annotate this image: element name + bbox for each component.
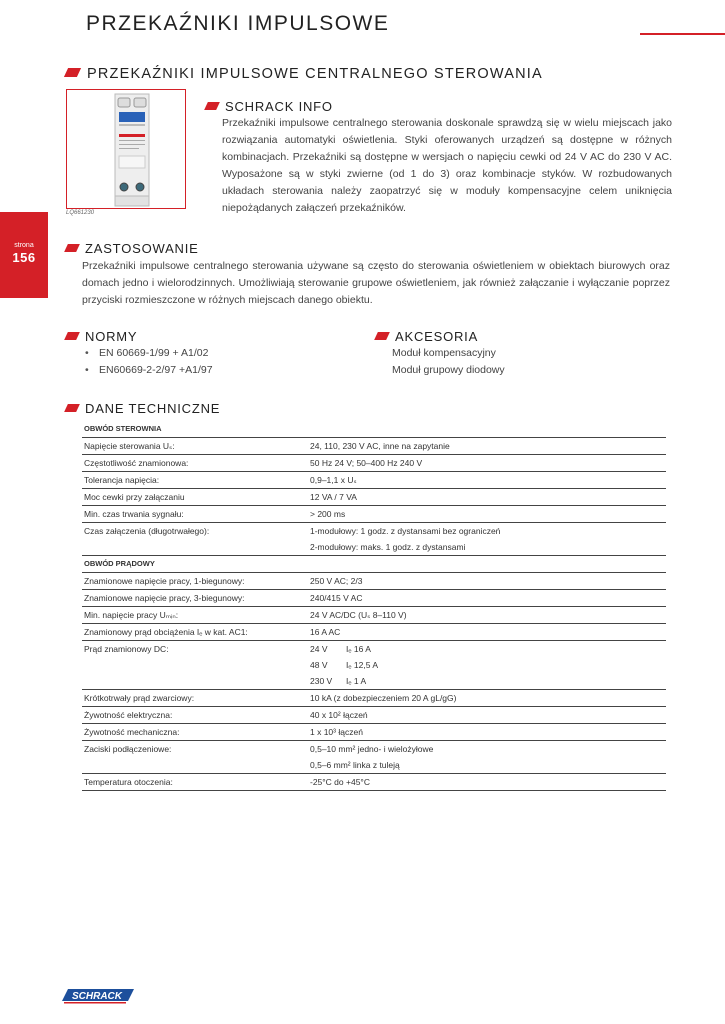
normy-heading-text: NORMY: [85, 329, 138, 344]
dc-current: Iₑ 16 A: [346, 644, 371, 654]
row-label: Żywotność mechaniczna:: [82, 724, 308, 741]
table-section-header: [82, 556, 666, 573]
dc-voltage: 230 V: [310, 676, 333, 686]
logo-text: SCHRACK: [72, 991, 122, 1002]
dc-value: [308, 641, 666, 658]
dane-techniczne-heading: [66, 401, 220, 416]
obwod-pradowy-header: OBWÓD PRĄDOWY: [82, 556, 666, 573]
table-row: [82, 472, 666, 489]
row-label: Tolerancja napięcia:: [82, 472, 308, 489]
red-marker-icon: [64, 332, 80, 340]
red-marker-icon: [374, 332, 390, 340]
akcesoria-item: Moduł grupowy diodowy: [392, 364, 505, 376]
row-value: 24 V AC/DC (Uₛ 8–110 V): [308, 607, 666, 624]
akcesoria-heading: [376, 329, 478, 344]
image-caption: LQ661230: [66, 210, 95, 216]
page-number-label: strona: [14, 242, 34, 249]
table-row: [82, 489, 666, 506]
row-label: Znamionowe napięcie pracy, 1-biegunowy:: [82, 573, 308, 590]
table-row: [82, 590, 666, 607]
row-label: Moc cewki przy załączaniu: [82, 489, 308, 506]
table-row: [82, 657, 666, 673]
row-label: Częstotliwość znamionowa:: [82, 455, 308, 472]
row-label: Znamionowe napięcie pracy, 3-biegunowy:: [82, 590, 308, 607]
row-value: 16 A AC: [308, 624, 666, 641]
dc-current: Iₑ 12,5 A: [346, 660, 378, 670]
normy-heading: [66, 329, 137, 344]
table-row: [82, 539, 666, 556]
zastosowanie-heading: [66, 241, 199, 256]
table-row: [82, 690, 666, 707]
schrack-logo-graphic: [62, 988, 142, 1006]
table-row: [82, 774, 666, 791]
dane-techniczne-heading-text: DANE TECHNICZNE: [85, 401, 221, 416]
table-row: [82, 573, 666, 590]
table-row: [82, 624, 666, 641]
red-marker-icon: [64, 244, 80, 252]
table-row: [82, 455, 666, 472]
row-value: -25°C do +45°C: [308, 774, 666, 791]
row-label: Czas załączenia (długotrwałego):: [84, 526, 210, 536]
schrack-info-heading-text: SCHRACK INFO: [225, 99, 333, 114]
row-label: Żywotność elektryczna:: [82, 707, 308, 724]
section-heading: [66, 66, 543, 82]
obwod-sterownia-header: OBWÓD STEROWNIA: [82, 420, 666, 438]
page-number-tab: [0, 212, 48, 298]
row-value: 240/415 V AC: [308, 590, 666, 607]
page-number: 156: [12, 250, 36, 265]
red-marker-icon: [64, 404, 80, 412]
row-value: 0,5–6 mm² linka z tuleją: [308, 757, 666, 774]
red-marker-icon: [204, 102, 220, 110]
zastosowanie-text: Przekaźniki impulsowe centralnego sterowania używane są często do sterowania oświetleniem w obiektach biurowych oraz domach jedno i wielorodzinnych. Umożliwiają sterowanie grupowe oświetleniem, jak również załączanie i wyłączanie poprzez przyciski rozmieszczone w różnych miejscach danego obiektu.: [82, 260, 670, 306]
dc-value: [308, 673, 666, 690]
row-value: 0,9–1,1 x Uₛ: [308, 472, 666, 489]
row-label: Znamionowy prąd obciążenia Iₑ w kat. AC1:: [82, 624, 308, 641]
table-row: [82, 641, 666, 658]
row-value: 0,5–10 mm² jedno- i wielożyłowe: [310, 744, 434, 754]
table-row: [82, 438, 666, 455]
page-title: PRZEKAŹNIKI IMPULSOWE: [86, 12, 390, 35]
dc-current: Iₑ 1 A: [346, 676, 367, 686]
table-row: [82, 707, 666, 724]
row-value: 250 V AC; 2/3: [308, 573, 666, 590]
normy-list: [82, 345, 213, 379]
schrack-info-text: Przekaźniki impulsowe centralnego sterowania doskonale sprawdzą się w wielu miejscach jako rozwiązania automatyki oświetlenia. Styki oferowanych urządzeń są dostępne w różnych kombinacjach. Przekaźniki są dostępne w wersjach o napięciu cewki od 24 V AC do 230 V AC. Wyposażone są w styki zwierne (od 1 do 3) oraz kombinacje styków. W rozbudowanych układach sterowania należy zaopatrzyć się w moduły kompensacyjne celem uniknięcia niepożądanych załączeń przekaźników.: [222, 117, 672, 214]
table-row: [82, 523, 666, 540]
table-row: [82, 741, 666, 758]
row-label: Temperatura otoczenia:: [82, 774, 308, 791]
dc-voltage: 24 V: [310, 644, 328, 654]
normy-item: • EN60669-2-2/97 +A1/97: [82, 362, 213, 379]
table-row: [82, 506, 666, 523]
row-value: 2-modułowy: maks. 1 godz. z dystansami: [308, 539, 666, 556]
akcesoria-list: [392, 345, 505, 379]
product-image: [66, 89, 186, 209]
row-label: Napięcie sterowania Uₛ:: [82, 438, 308, 455]
section-heading-text: PRZEKAŹNIKI IMPULSOWE CENTRALNEGO STEROWANIA: [87, 66, 543, 82]
dc-value: [308, 657, 666, 673]
row-label: Prąd znamionowy DC:: [84, 644, 169, 654]
impulse-relay-illustration: [67, 90, 185, 208]
row-value: 12 VA / 7 VA: [308, 489, 666, 506]
row-value: 1-modułowy: 1 godz. z dystansami bez ograniczeń: [310, 526, 501, 536]
technical-data-table: [82, 420, 666, 791]
table-section-header: [82, 420, 666, 438]
schrack-info-heading: [206, 99, 333, 114]
table-row: [82, 673, 666, 690]
row-value: > 200 ms: [308, 506, 666, 523]
table-row: [82, 757, 666, 774]
row-label: Min. napięcie pracy Uₘᵢₙ:: [82, 607, 308, 624]
schrack-logo: [62, 988, 142, 1006]
akcesoria-item: Moduł kompensacyjny: [392, 347, 496, 359]
table-row: [82, 607, 666, 624]
dc-voltage: 48 V: [310, 660, 328, 670]
row-value: 40 x 10² łączeń: [308, 707, 666, 724]
row-label: Krótkotrwały prąd zwarciowy:: [82, 690, 308, 707]
zastosowanie-heading-text: ZASTOSOWANIE: [85, 241, 199, 256]
red-marker-icon: [64, 68, 81, 77]
row-label: Zaciski podłączeniowe:: [84, 744, 172, 754]
row-value: 24, 110, 230 V AC, inne na zapytanie: [308, 438, 666, 455]
title-rule: [640, 33, 725, 35]
row-value: 50 Hz 24 V; 50–400 Hz 240 V: [308, 455, 666, 472]
row-value: 10 kA (z dobezpieczeniem 20 A gL/gG): [308, 690, 666, 707]
normy-item: • EN 60669-1/99 + A1/02: [82, 345, 213, 362]
table-row: [82, 724, 666, 741]
row-label: Min. czas trwania sygnału:: [82, 506, 308, 523]
akcesoria-heading-text: AKCESORIA: [395, 329, 479, 344]
row-value: 1 x 10³ łączeń: [308, 724, 666, 741]
